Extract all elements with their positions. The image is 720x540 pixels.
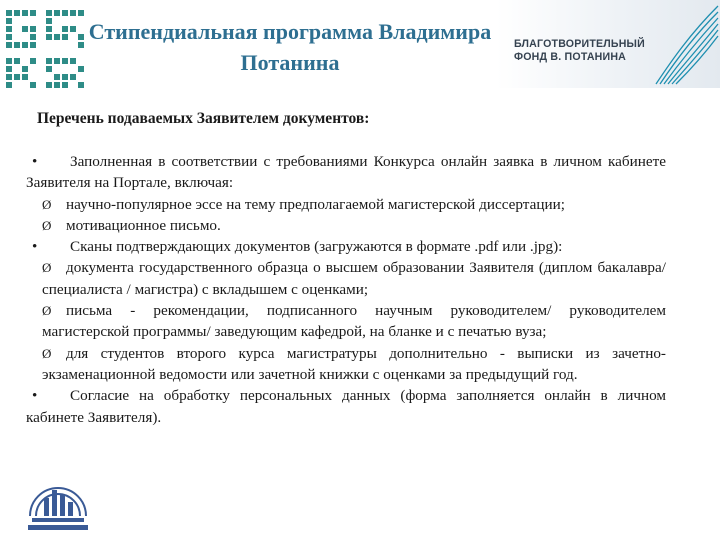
list-item xyxy=(26,194,666,215)
fund-swoosh-icon xyxy=(646,0,720,88)
fund-logo xyxy=(496,0,720,88)
arrow-bullet-icon: Ø xyxy=(42,260,52,276)
list-item xyxy=(26,257,666,300)
list-item-text: научно-популярное эссе на тему предполагаемой магистерской диссертации; xyxy=(66,195,565,213)
list-item xyxy=(26,343,666,386)
list-item-text: письма - рекомендации, подписанного научным руководителем/ руководителем магистерской программы/ заведующим кафедрой, на бланке и с печатью вуза; xyxy=(42,302,666,341)
arrow-bullet-icon: Ø xyxy=(42,196,52,212)
page-title: Стипендиальная программа Владимира Потанина xyxy=(88,19,492,75)
bullet-mark: • xyxy=(32,238,38,256)
arrow-bullet-icon: Ø xyxy=(42,303,52,319)
list-item-text: документа государственного образца о высшем образовании Заявителя (диплом бакалавра/ специалиста / магистра) с вкладышем с оценками; xyxy=(42,259,666,298)
arrow-bullet-icon: Ø xyxy=(42,217,52,233)
list-item-text: Сканы подтверждающих документов (загружаются в формате .pdf или .jpg): xyxy=(70,238,563,256)
section-subtitle: Перечень подаваемых Заявителем документов: xyxy=(37,110,370,127)
documents-list xyxy=(26,151,666,428)
list-item xyxy=(26,151,666,194)
list-item xyxy=(26,236,666,257)
list-item-text: мотивационное письмо. xyxy=(66,216,221,234)
list-item xyxy=(26,300,666,343)
list-item-text: Согласие на обработку персональных данных (форма заполняется онлайн в личном кабинете Заявителя). xyxy=(26,387,666,426)
list-item xyxy=(26,385,666,428)
list-item-text: Заполненная в соответствии с требованиями Конкурса онлайн заявка в личном кабинете Заявителя на Портале, включая: xyxy=(26,153,666,192)
bullet-mark: • xyxy=(32,153,38,170)
list-item-text: для студентов второго курса магистратуры дополнительно - выписки из зачетно-экзаменационной ведомости или зачетной книжки с оценками за предыдущий год. xyxy=(42,344,666,383)
arrow-bullet-icon: Ø xyxy=(42,345,52,361)
bullet-mark: • xyxy=(32,387,38,405)
list-item xyxy=(26,215,666,236)
university-logo xyxy=(22,470,94,532)
fund-logo-text: БЛАГОТВОРИТЕЛЬНЫЙ ФОНД В. ПОТАНИНА xyxy=(514,38,645,63)
